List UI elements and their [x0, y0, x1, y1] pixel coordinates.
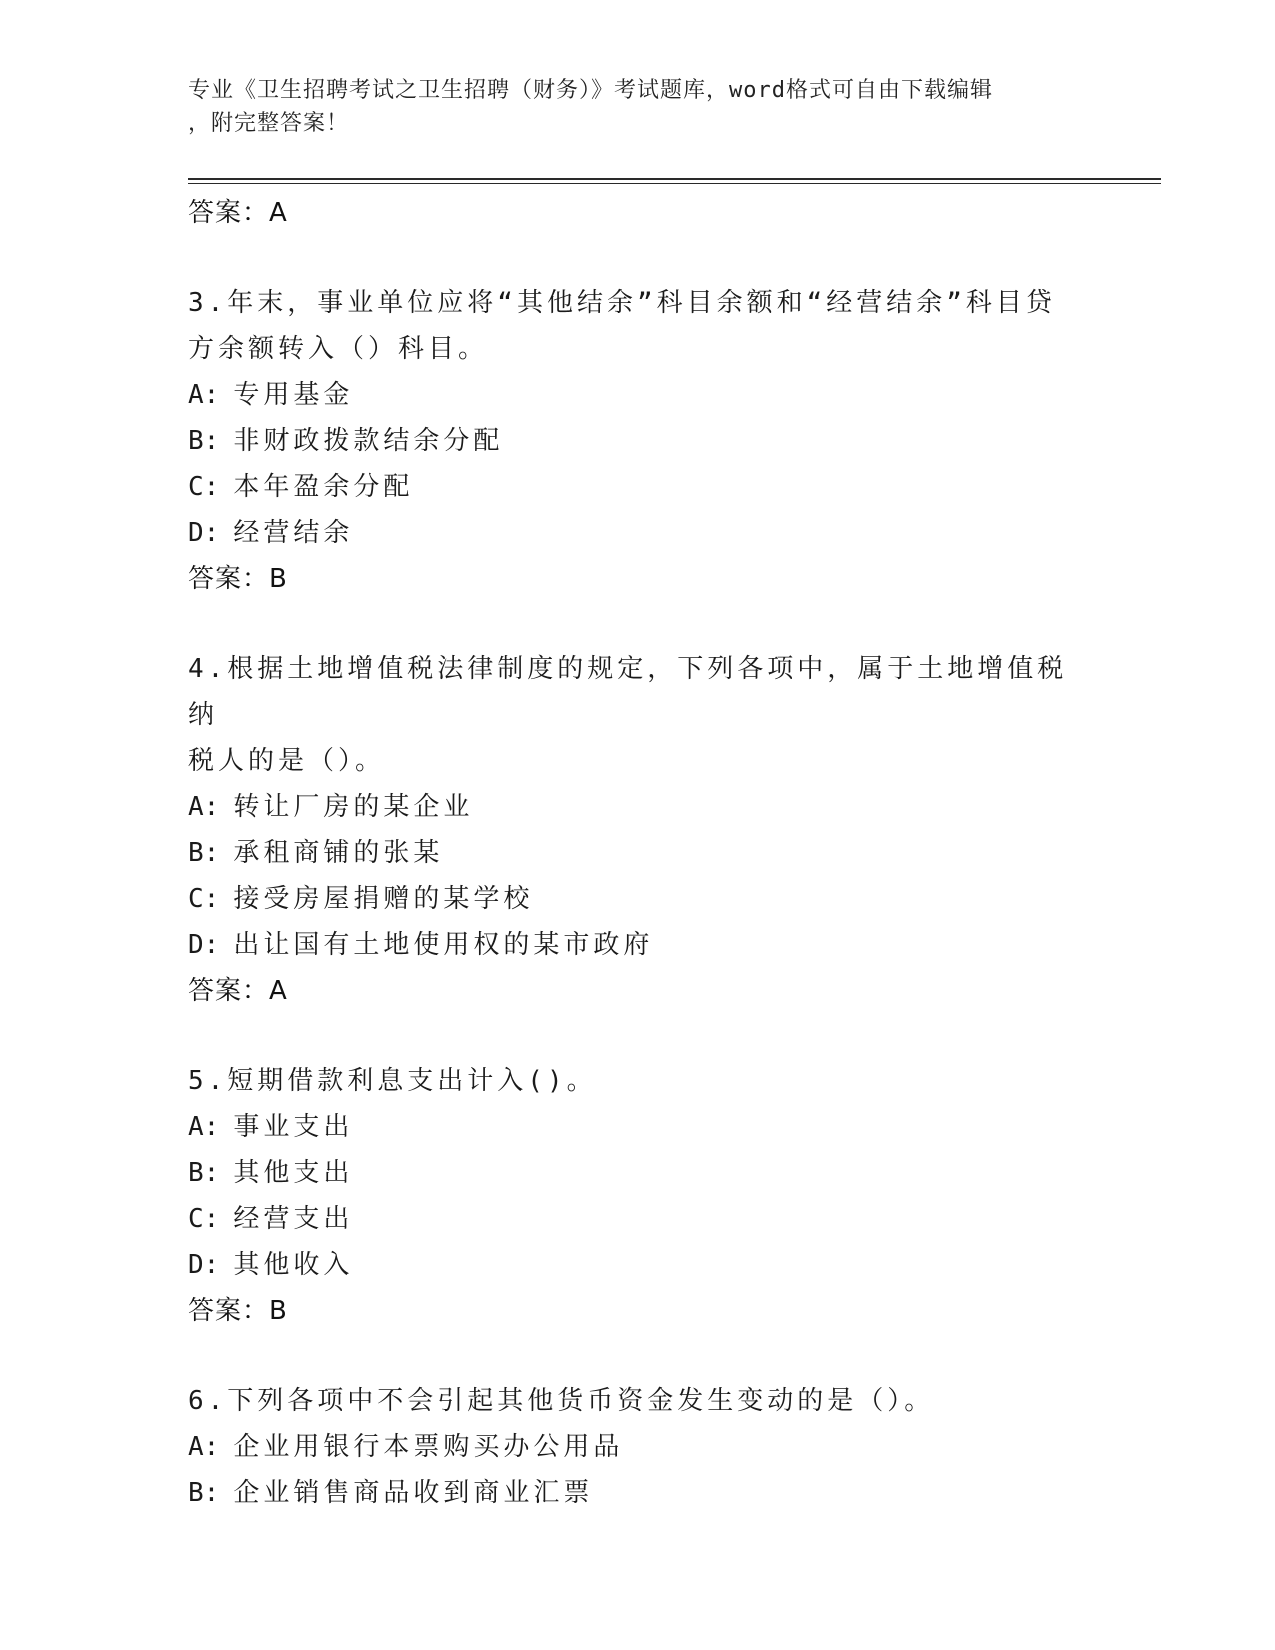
option-key: D: [188, 518, 220, 548]
spacer [188, 602, 1088, 646]
option-a [188, 372, 1088, 418]
option-text: 承租商铺的张某 [233, 838, 444, 868]
option-key: D: [188, 1250, 220, 1280]
question-stem-line: 6.下列各项中不会引起其他货币资金发生变动的是（）。 [188, 1386, 935, 1416]
question-stem-line: 4.根据土地增值税法律制度的规定，下列各项中，属于土地增值税纳 [188, 654, 1068, 730]
option-b [188, 1470, 1088, 1516]
spacer [188, 1014, 1088, 1058]
option-c [188, 464, 1088, 510]
option-a [188, 784, 1088, 830]
option-b [188, 418, 1088, 464]
option-c [188, 1196, 1088, 1242]
option-key: A: [188, 1112, 220, 1142]
option-text: 非财政拨款结余分配 [233, 426, 504, 456]
header-line-1: 专业《卫生招聘考试之卫生招聘（财务）》考试题库，word格式可自由下载编辑 [188, 78, 993, 103]
option-key: C: [188, 472, 220, 502]
option-key: A: [188, 792, 220, 822]
question-stem-line: 3.年末，事业单位应将“其他结余”科目余额和“经营结余”科目贷 [188, 288, 1056, 318]
option-key: B: [188, 1478, 220, 1508]
spacer [188, 1334, 1088, 1378]
header-line-2: ，附完整答案！ [188, 111, 350, 136]
question-block [188, 280, 1088, 602]
option-key: A: [188, 1432, 220, 1462]
question-stem [188, 1378, 1088, 1424]
option-text: 经营支出 [233, 1204, 354, 1234]
question-stem [188, 646, 1088, 784]
option-key: C: [188, 1204, 220, 1234]
answer-line: 答案：A [188, 976, 288, 1006]
option-text: 其他支出 [233, 1158, 354, 1188]
option-text: 接受房屋捐赠的某学校 [233, 884, 534, 914]
option-b [188, 830, 1088, 876]
answer-line: 答案：A [188, 198, 288, 228]
question-block [188, 1378, 1088, 1516]
question-stem-line: 方余额转入（）科目。 [188, 334, 489, 364]
option-d [188, 510, 1088, 556]
document-header [188, 74, 1088, 140]
option-text: 企业用银行本票购买办公用品 [233, 1432, 624, 1462]
option-d [188, 922, 1088, 968]
header-divider-thin [188, 183, 1161, 184]
question-stem [188, 280, 1088, 372]
option-text: 出让国有土地使用权的某市政府 [233, 930, 654, 960]
option-text: 本年盈余分配 [233, 472, 414, 502]
option-text: 专用基金 [233, 380, 354, 410]
option-b [188, 1150, 1088, 1196]
option-text: 企业销售商品收到商业汇票 [233, 1478, 594, 1508]
option-text: 其他收入 [233, 1250, 354, 1280]
question-stem-line: 税人的是（）。 [188, 746, 386, 776]
spacer [188, 236, 1088, 280]
header-divider-thick [188, 178, 1161, 180]
option-text: 经营结余 [233, 518, 354, 548]
option-a [188, 1424, 1088, 1470]
question-block [188, 1058, 1088, 1334]
option-key: B: [188, 1158, 220, 1188]
question-stem-line: 5.短期借款利息支出计入()。 [188, 1066, 597, 1096]
option-text: 转让厂房的某企业 [233, 792, 474, 822]
option-key: B: [188, 426, 220, 456]
answer-line: 答案：B [188, 564, 288, 594]
answer-line: 答案：B [188, 1296, 288, 1326]
option-key: A: [188, 380, 220, 410]
option-key: D: [188, 930, 220, 960]
option-text: 事业支出 [233, 1112, 354, 1142]
option-key: B: [188, 838, 220, 868]
option-key: C: [188, 884, 220, 914]
question-block [188, 646, 1088, 1014]
document-body [188, 190, 1088, 1516]
question-stem [188, 1058, 1088, 1104]
option-a [188, 1104, 1088, 1150]
option-c [188, 876, 1088, 922]
option-d [188, 1242, 1088, 1288]
